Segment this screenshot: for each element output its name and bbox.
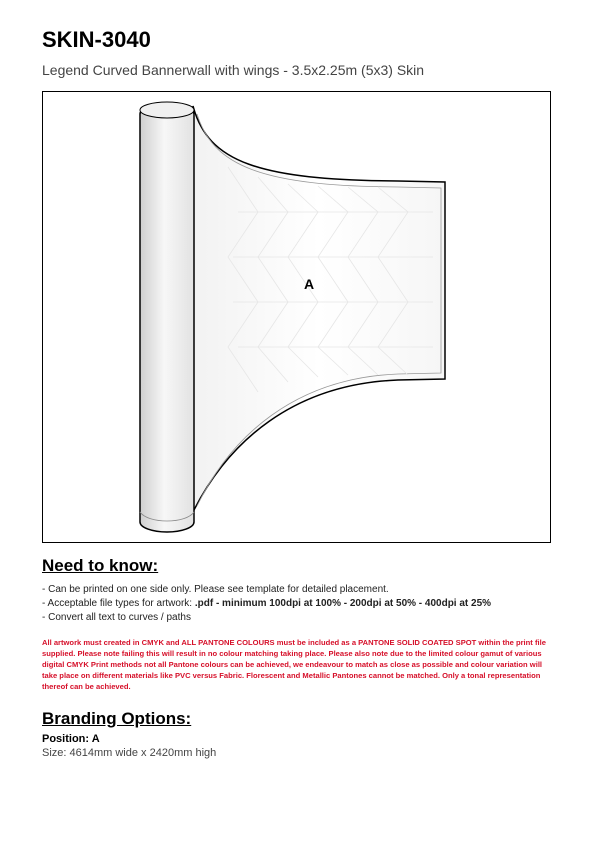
product-name: Legend Curved Bannerwall with wings - 3.5x2.25m (5x3) Skin xyxy=(42,62,425,78)
list-item: - Can be printed on one side only. Please see template for detailed placement. xyxy=(42,584,389,595)
end-pole xyxy=(140,104,194,532)
branding-options-heading: Branding Options: xyxy=(42,709,192,728)
branding-size-text: Size: 4614mm wide x 2420mm high xyxy=(42,747,217,759)
file-types-prefix: - Acceptable file types for artwork: xyxy=(42,598,195,609)
product-illustration-frame xyxy=(42,91,551,543)
branding-position-label: Position: A xyxy=(42,733,100,745)
end-pole-top xyxy=(140,102,194,118)
cmyk-warning-text: All artwork must created in CMYK and ALL PANTONE COLOURS must be included as a PANTONE SOLID COATED SPOT within the print file supplied. Please note failing this will result in no colour matching taking place. Please also note due to the limited colour gamut of various digital CMYK Print methods not all Pantone colours can be achieved, we endeavour to match as close as possible and colour variation will take place on different materials like PVC versus Fabric. Florescent and Metallic Pantones cannot be matched. Only a tonal representation thereof can be achieved. xyxy=(42,638,546,691)
position-marker-a: A xyxy=(304,276,315,292)
file-types-value: .pdf - minimum 100dpi at 100% - 200dpi at 50% - 400dpi at 25% xyxy=(194,598,492,609)
need-to-know-heading: Need to know: xyxy=(42,556,159,575)
need-to-know-list xyxy=(42,583,491,625)
list-item: - Convert all text to curves / paths xyxy=(42,612,191,623)
fabric-panel xyxy=(193,106,445,512)
list-item-file-types xyxy=(42,597,491,611)
document-title: SKIN-3040 xyxy=(42,27,151,52)
curved-bannerwall-illustration xyxy=(43,92,552,544)
